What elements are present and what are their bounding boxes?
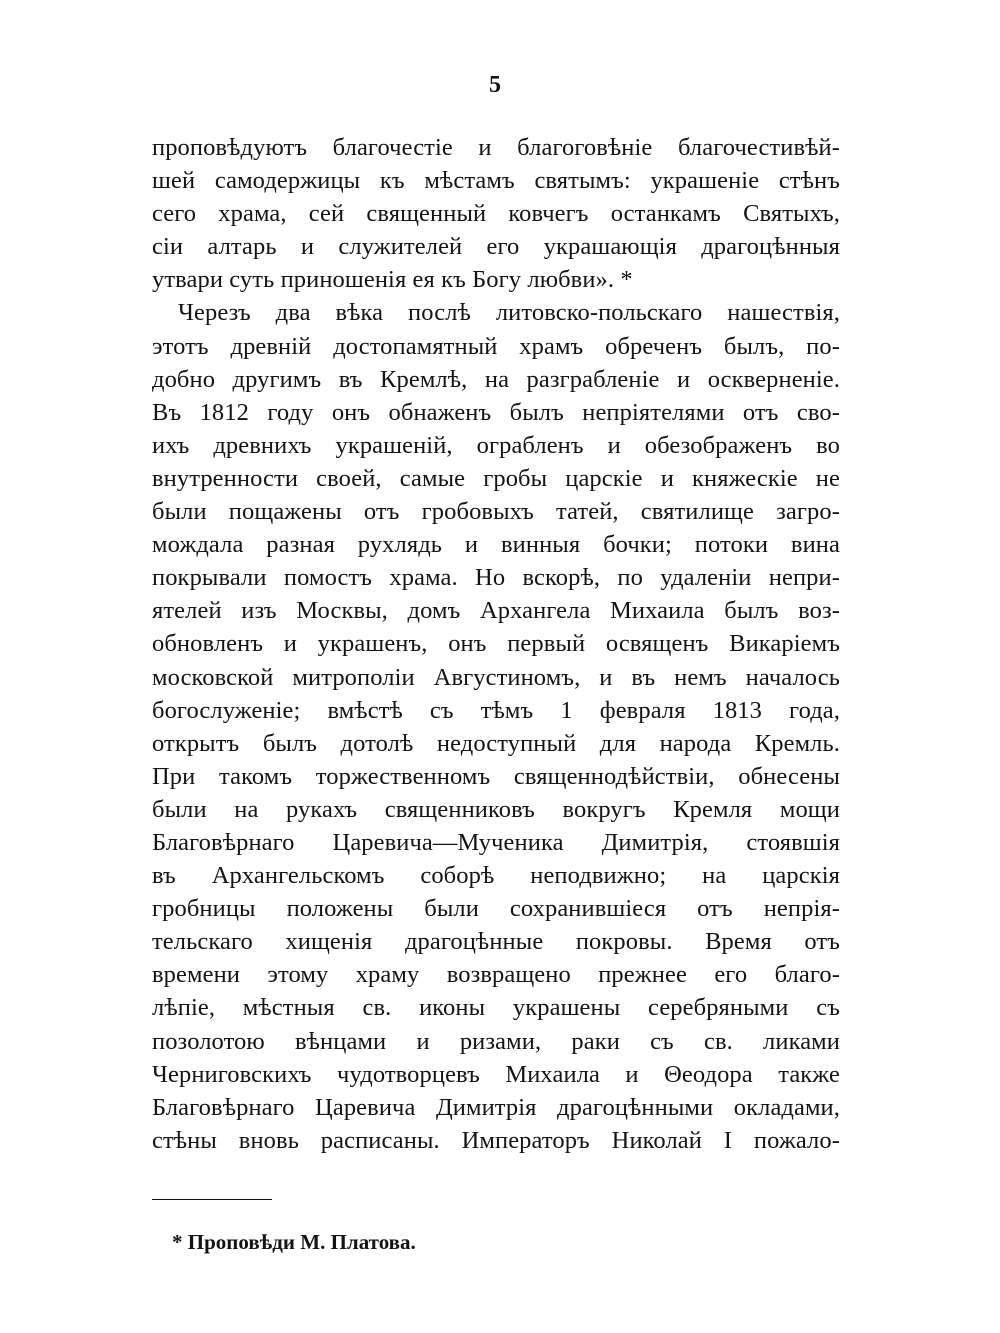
text-line: обновленъ и украшенъ, онъ первый освященъ Викаріемъ (152, 630, 840, 658)
text-line: добно другимъ въ Кремлѣ, на разграбленіе и оскверненіе. (152, 365, 840, 393)
text-line: времени этому храму возвращено прежнее его благо- (152, 961, 840, 989)
text-line: позолотою вѣнцами и ризами, раки съ св. ликами (152, 1027, 840, 1055)
text-line: гробницы положены были сохранившіеся отъ непрія- (152, 895, 840, 923)
text-line: открытъ былъ дотолѣ недоступный для народа Кремль. (152, 729, 840, 757)
text-line: внутренности своей, самые гробы царскіе и княжескіе не (152, 464, 840, 492)
text-line: этотъ древній достопамятный храмъ обреченъ былъ, по- (152, 332, 840, 360)
text-line: мождала разная рухлядь и винныя бочки; потоки вина (152, 531, 840, 559)
text-line: богослуженіе; вмѣстѣ съ тѣмъ 1 февраля 1813 года, (152, 696, 840, 724)
page-number: 5 (489, 72, 501, 98)
text-line: сего храма, сей священный ковчегъ останкамъ Святыхъ, (152, 200, 840, 228)
text-line: сіи алтарь и служителей его украшающія драгоцѣнныя (152, 233, 840, 261)
footnote: * Проповѣди М. Платова. (172, 1230, 416, 1254)
text-line: Въ 1812 году онъ обнаженъ былъ непріятелями отъ сво- (152, 398, 840, 426)
text-line: проповѣдуютъ благочестіе и благоговѣніе благочестивѣй- (152, 134, 840, 161)
text-line: ятелей изъ Москвы, домъ Архангела Михаила былъ воз- (152, 597, 840, 625)
text-line: Черезъ два вѣка послѣ литовско-польскаго нашествія, (178, 299, 840, 327)
text-line: въ Архангельскомъ соборѣ неподвижно; на царскія (152, 862, 840, 890)
text-line: ихъ древнихъ украшеній, ограбленъ и обезображенъ во (152, 431, 840, 459)
text-line: шей самодержицы къ мѣстамъ святымъ: украшеніе стѣнъ (152, 167, 840, 195)
text-line: московской митрополіи Августиномъ, и въ немъ началось (152, 663, 840, 691)
text-line: Благовѣрнаго Царевича—Мученика Димитрія, стоявшія (152, 828, 840, 856)
text-line: тельскаго хищенія драгоцѣнные покровы. Время отъ (152, 928, 840, 956)
text-line: утвари суть приношенія ея къ Богу любви». * (152, 266, 633, 294)
body-text (152, 131, 840, 1157)
text-line: были пощажены отъ гробовыхъ татей, святилище загро- (152, 498, 840, 526)
text-line: стѣны вновь расписаны. Императоръ Николай I пожало- (152, 1126, 840, 1154)
text-line: Благовѣрнаго Царевича Димитрія драгоцѣнными окладами, (152, 1093, 840, 1121)
text-line: Черниговскихъ чудотворцевъ Михаила и Θеодора также (152, 1060, 840, 1088)
footnote-divider (152, 1199, 272, 1200)
text-line: покрывали помостъ храма. Но вскорѣ, по удаленіи непри- (152, 564, 840, 592)
text-line: были на рукахъ священниковъ вокругъ Кремля мощи (152, 795, 840, 823)
text-line: При такомъ торжественномъ священнодѣйствіи, обнесены (152, 762, 840, 790)
text-line: лѣпіе, мѣстныя св. иконы украшены серебряными съ (152, 994, 840, 1022)
